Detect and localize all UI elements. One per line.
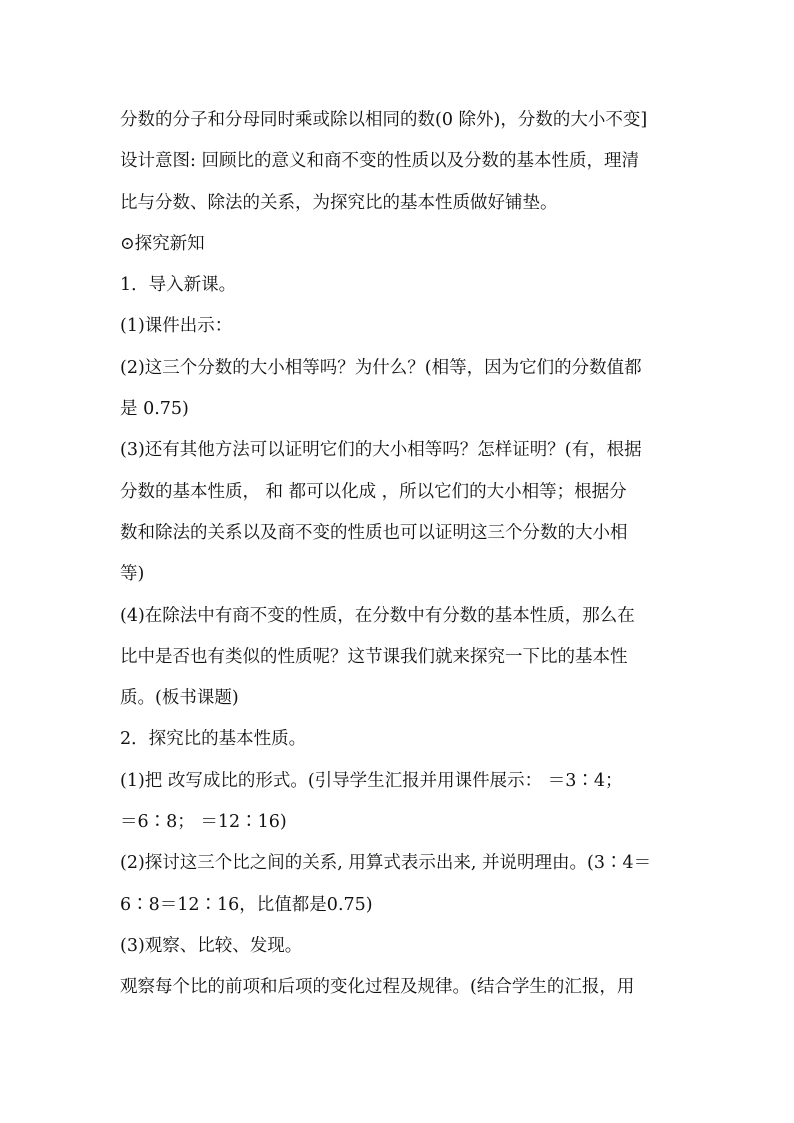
text-line-6: (1)课件出示： xyxy=(120,316,233,337)
text-line-17: (1)把 改写成比的形式。(引导学生汇报并用课件展示： ＝3∶4； xyxy=(120,770,623,791)
section-heading-explore: ⊙探究新知 xyxy=(120,233,205,254)
text-line-15: 质。(板书课题) xyxy=(120,688,239,709)
text-line-13: (4)在除法中有商不变的性质，在分数中有分数的基本性质，那么在 xyxy=(120,605,635,626)
text-line-9: (3)还有其他方法可以证明它们的大小相等吗？怎样证明？(有，根据 xyxy=(120,440,642,461)
text-line-22: 观察每个比的前项和后项的变化过程及规律。(结合学生的汇报，用 xyxy=(120,977,635,998)
text-line-8: 是 0.75) xyxy=(120,399,189,420)
text-line-12: 等) xyxy=(120,564,145,585)
text-line-14: 比中是否也有类似的性质呢？这节课我们就来探究一下比的基本性 xyxy=(120,646,628,667)
text-line-1: 分数的分子和分母同时乘或除以相同的数(0 除外)，分数的大小不变] xyxy=(120,110,648,130)
text-line-10: 分数的基本性质， 和 都可以化成 ，所以它们的大小相等；根据分 xyxy=(120,481,627,502)
text-line-21: (3)观察、比较、发现。 xyxy=(120,935,303,956)
text-line-5: 1．导入新课。 xyxy=(120,275,237,296)
text-line-16: 2．探究比的基本性质。 xyxy=(120,729,307,750)
text-line-2: 设计意图: 回顾比的意义和商不变的性质以及分数的基本性质，理清 xyxy=(120,151,639,172)
text-line-18: ＝6∶8； ＝12∶16) xyxy=(120,812,287,833)
document-body xyxy=(120,100,680,1009)
text-line-20: 6∶8＝12∶16，比值都是0.75) xyxy=(120,894,373,915)
text-line-11: 数和除法的关系以及商不变的性质也可以证明这三个分数的大小相 xyxy=(120,522,628,543)
text-line-7: (2)这三个分数的大小相等吗？为什么？(相等，因为它们的分数值都 xyxy=(120,357,642,378)
text-line-19: (2)探讨这三个比之间的关系, 用算式表示出来, 并说明理由。(3∶4＝ xyxy=(120,853,652,874)
text-line-3: 比与分数、除法的关系，为探究比的基本性质做好铺垫。 xyxy=(120,192,558,213)
